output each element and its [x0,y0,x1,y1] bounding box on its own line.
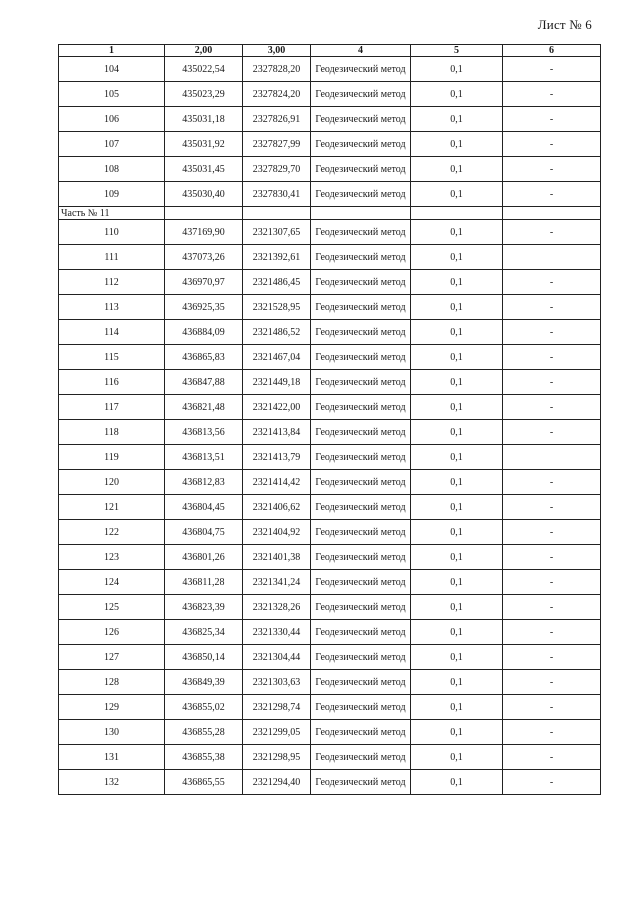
table-row [59,420,601,445]
note-cell: - [503,132,601,157]
note-cell: - [503,57,601,82]
point-number-cell: 118 [59,420,165,445]
x-coordinate-cell: 435023,29 [165,82,243,107]
x-coordinate-cell: 436884,09 [165,320,243,345]
x-coordinate-cell: 435031,45 [165,157,243,182]
y-coordinate-cell: 2321328,26 [243,595,311,620]
section-row [59,207,601,220]
table-row [59,270,601,295]
method-cell: Геодезический метод [311,82,411,107]
method-cell: Геодезический метод [311,720,411,745]
y-coordinate-cell: 2327826,91 [243,107,311,132]
point-number-cell: 119 [59,445,165,470]
table-row [59,370,601,395]
accuracy-cell: 0,1 [411,520,503,545]
y-coordinate-cell: 2327829,70 [243,157,311,182]
table-row [59,295,601,320]
y-coordinate-cell: 2321304,44 [243,645,311,670]
accuracy-cell: 0,1 [411,57,503,82]
x-coordinate-cell: 436821,48 [165,395,243,420]
accuracy-cell: 0,1 [411,132,503,157]
y-coordinate-cell: 2321392,61 [243,245,311,270]
table-header-row [59,45,601,57]
header-col-5: 5 [411,45,503,57]
x-coordinate-cell: 436855,02 [165,695,243,720]
y-coordinate-cell: 2321406,62 [243,495,311,520]
table-row [59,695,601,720]
x-coordinate-cell: 435031,92 [165,132,243,157]
note-cell: - [503,720,601,745]
method-cell: Геодезический метод [311,770,411,795]
table-row [59,245,601,270]
point-number-cell: 114 [59,320,165,345]
method-cell: Геодезический метод [311,107,411,132]
method-cell: Геодезический метод [311,470,411,495]
method-cell: Геодезический метод [311,545,411,570]
section-empty-cell [311,207,411,220]
accuracy-cell: 0,1 [411,182,503,207]
accuracy-cell: 0,1 [411,470,503,495]
table-row [59,670,601,695]
point-number-cell: 115 [59,345,165,370]
table-row [59,545,601,570]
accuracy-cell: 0,1 [411,82,503,107]
y-coordinate-cell: 2321413,84 [243,420,311,445]
note-cell: - [503,320,601,345]
method-cell: Геодезический метод [311,745,411,770]
table-row [59,57,601,82]
section-empty-cell [165,207,243,220]
table-row [59,395,601,420]
table-row [59,445,601,470]
y-coordinate-cell: 2321404,92 [243,520,311,545]
method-cell: Геодезический метод [311,420,411,445]
note-cell: - [503,220,601,245]
x-coordinate-cell: 437073,26 [165,245,243,270]
point-number-cell: 107 [59,132,165,157]
point-number-cell: 117 [59,395,165,420]
note-cell: - [503,370,601,395]
point-number-cell: 112 [59,270,165,295]
accuracy-cell: 0,1 [411,107,503,132]
x-coordinate-cell: 436855,38 [165,745,243,770]
note-cell: - [503,595,601,620]
accuracy-cell: 0,1 [411,220,503,245]
point-number-cell: 113 [59,295,165,320]
accuracy-cell: 0,1 [411,320,503,345]
y-coordinate-cell: 2327828,20 [243,57,311,82]
point-number-cell: 121 [59,495,165,520]
accuracy-cell: 0,1 [411,720,503,745]
table-row [59,620,601,645]
accuracy-cell: 0,1 [411,695,503,720]
x-coordinate-cell: 436849,39 [165,670,243,695]
point-number-cell: 106 [59,107,165,132]
method-cell: Геодезический метод [311,132,411,157]
table-row [59,745,601,770]
accuracy-cell: 0,1 [411,395,503,420]
coordinates-table [58,44,601,795]
table-row [59,495,601,520]
note-cell: - [503,345,601,370]
x-coordinate-cell: 436804,75 [165,520,243,545]
note-cell: - [503,470,601,495]
table-row [59,720,601,745]
accuracy-cell: 0,1 [411,670,503,695]
method-cell: Геодезический метод [311,57,411,82]
section-empty-cell [411,207,503,220]
x-coordinate-cell: 436865,55 [165,770,243,795]
accuracy-cell: 0,1 [411,495,503,520]
table-row [59,595,601,620]
y-coordinate-cell: 2321449,18 [243,370,311,395]
note-cell: - [503,495,601,520]
y-coordinate-cell: 2321486,45 [243,270,311,295]
point-number-cell: 120 [59,470,165,495]
point-number-cell: 104 [59,57,165,82]
method-cell: Геодезический метод [311,345,411,370]
table-row [59,770,601,795]
point-number-cell: 110 [59,220,165,245]
point-number-cell: 129 [59,695,165,720]
accuracy-cell: 0,1 [411,370,503,395]
x-coordinate-cell: 436813,51 [165,445,243,470]
point-number-cell: 125 [59,595,165,620]
header-col-2: 2,00 [165,45,243,57]
accuracy-cell: 0,1 [411,770,503,795]
note-cell: - [503,570,601,595]
note-cell: - [503,270,601,295]
method-cell: Геодезический метод [311,595,411,620]
note-cell [503,445,601,470]
y-coordinate-cell: 2321467,04 [243,345,311,370]
x-coordinate-cell: 435030,40 [165,182,243,207]
x-coordinate-cell: 435031,18 [165,107,243,132]
note-cell: - [503,770,601,795]
method-cell: Геодезический метод [311,395,411,420]
note-cell: - [503,107,601,132]
section-empty-cell [243,207,311,220]
method-cell: Геодезический метод [311,520,411,545]
y-coordinate-cell: 2327830,41 [243,182,311,207]
table-row [59,345,601,370]
table-row [59,182,601,207]
accuracy-cell: 0,1 [411,745,503,770]
table-row [59,320,601,345]
y-coordinate-cell: 2321298,95 [243,745,311,770]
accuracy-cell: 0,1 [411,620,503,645]
table-row [59,157,601,182]
x-coordinate-cell: 436801,26 [165,545,243,570]
method-cell: Геодезический метод [311,320,411,345]
y-coordinate-cell: 2327824,20 [243,82,311,107]
x-coordinate-cell: 436825,34 [165,620,243,645]
table-body [59,57,601,795]
table-row [59,107,601,132]
method-cell: Геодезический метод [311,295,411,320]
point-number-cell: 111 [59,245,165,270]
note-cell: - [503,670,601,695]
table-row [59,520,601,545]
accuracy-cell: 0,1 [411,570,503,595]
y-coordinate-cell: 2321401,38 [243,545,311,570]
accuracy-cell: 0,1 [411,295,503,320]
method-cell: Геодезический метод [311,182,411,207]
method-cell: Геодезический метод [311,670,411,695]
x-coordinate-cell: 436812,83 [165,470,243,495]
point-number-cell: 126 [59,620,165,645]
method-cell: Геодезический метод [311,157,411,182]
accuracy-cell: 0,1 [411,157,503,182]
y-coordinate-cell: 2321299,05 [243,720,311,745]
x-coordinate-cell: 436855,28 [165,720,243,745]
note-cell: - [503,82,601,107]
note-cell: - [503,745,601,770]
x-coordinate-cell: 436804,45 [165,495,243,520]
method-cell: Геодезический метод [311,620,411,645]
note-cell: - [503,520,601,545]
note-cell: - [503,395,601,420]
method-cell: Геодезический метод [311,570,411,595]
accuracy-cell: 0,1 [411,270,503,295]
y-coordinate-cell: 2321298,74 [243,695,311,720]
note-cell: - [503,295,601,320]
note-cell [503,245,601,270]
sheet-number: Лист № 6 [537,17,592,32]
header-col-1: 1 [59,45,165,57]
accuracy-cell: 0,1 [411,245,503,270]
table-row [59,645,601,670]
y-coordinate-cell: 2321330,44 [243,620,311,645]
point-number-cell: 131 [59,745,165,770]
method-cell: Геодезический метод [311,245,411,270]
x-coordinate-cell: 436847,88 [165,370,243,395]
table-row [59,132,601,157]
y-coordinate-cell: 2321341,24 [243,570,311,595]
method-cell: Геодезический метод [311,495,411,520]
table-row [59,82,601,107]
table-row [59,470,601,495]
x-coordinate-cell: 436850,14 [165,645,243,670]
y-coordinate-cell: 2321307,65 [243,220,311,245]
point-number-cell: 108 [59,157,165,182]
accuracy-cell: 0,1 [411,645,503,670]
y-coordinate-cell: 2321294,40 [243,770,311,795]
y-coordinate-cell: 2327827,99 [243,132,311,157]
x-coordinate-cell: 435022,54 [165,57,243,82]
note-cell: - [503,545,601,570]
accuracy-cell: 0,1 [411,545,503,570]
x-coordinate-cell: 436925,35 [165,295,243,320]
point-number-cell: 128 [59,670,165,695]
table-row [59,220,601,245]
point-number-cell: 116 [59,370,165,395]
section-empty-cell [503,207,601,220]
point-number-cell: 109 [59,182,165,207]
section-label: Часть № 11 [59,207,165,220]
point-number-cell: 105 [59,82,165,107]
accuracy-cell: 0,1 [411,420,503,445]
note-cell: - [503,182,601,207]
point-number-cell: 130 [59,720,165,745]
y-coordinate-cell: 2321486,52 [243,320,311,345]
x-coordinate-cell: 436865,83 [165,345,243,370]
point-number-cell: 132 [59,770,165,795]
x-coordinate-cell: 436970,97 [165,270,243,295]
note-cell: - [503,645,601,670]
accuracy-cell: 0,1 [411,345,503,370]
point-number-cell: 122 [59,520,165,545]
header-col-4: 4 [311,45,411,57]
x-coordinate-cell: 436811,28 [165,570,243,595]
header-col-6: 6 [503,45,601,57]
x-coordinate-cell: 436813,56 [165,420,243,445]
header-col-3: 3,00 [243,45,311,57]
y-coordinate-cell: 2321413,79 [243,445,311,470]
note-cell: - [503,695,601,720]
y-coordinate-cell: 2321303,63 [243,670,311,695]
method-cell: Геодезический метод [311,270,411,295]
note-cell: - [503,620,601,645]
point-number-cell: 127 [59,645,165,670]
y-coordinate-cell: 2321414,42 [243,470,311,495]
method-cell: Геодезический метод [311,695,411,720]
method-cell: Геодезический метод [311,445,411,470]
note-cell: - [503,157,601,182]
accuracy-cell: 0,1 [411,445,503,470]
method-cell: Геодезический метод [311,220,411,245]
method-cell: Геодезический метод [311,370,411,395]
y-coordinate-cell: 2321528,95 [243,295,311,320]
x-coordinate-cell: 437169,90 [165,220,243,245]
point-number-cell: 123 [59,545,165,570]
note-cell: - [503,420,601,445]
method-cell: Геодезический метод [311,645,411,670]
x-coordinate-cell: 436823,39 [165,595,243,620]
accuracy-cell: 0,1 [411,595,503,620]
point-number-cell: 124 [59,570,165,595]
y-coordinate-cell: 2321422,00 [243,395,311,420]
table-row [59,570,601,595]
